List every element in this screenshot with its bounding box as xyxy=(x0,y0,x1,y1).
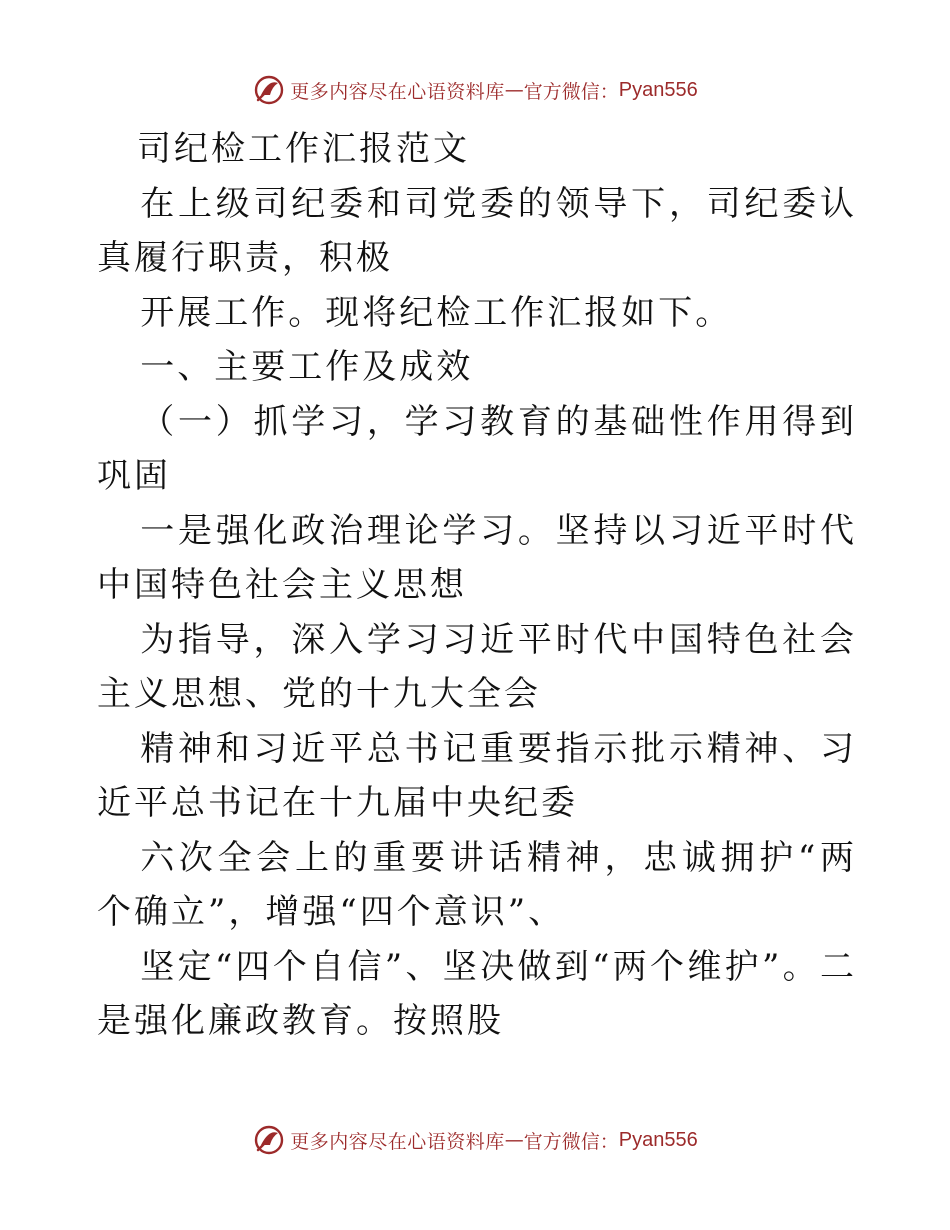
subsection-heading: （一）抓学习，学习教育的基础性作用得到巩固 xyxy=(97,401,857,496)
banner-promo-text: 更多内容尽在心语资料库 xyxy=(290,80,505,103)
banner-wechat-id: Pyan556 xyxy=(618,1128,698,1151)
section-heading: 一、主要工作及成效 xyxy=(140,347,474,387)
paragraph: 六次全会上的重要讲话精神，忠诚拥护“两个确立”，增强“四个意识”、 xyxy=(97,837,857,932)
banner-wechat-id: Pyan556 xyxy=(618,78,698,101)
banner-separator: — xyxy=(504,1129,524,1151)
banner-separator: — xyxy=(504,79,524,101)
brand-logo-icon xyxy=(252,1123,286,1157)
paragraph: 坚定“四个自信”、坚决做到“两个维护”。二是强化廉政教育。按照股 xyxy=(97,946,857,1041)
footer-watermark-banner xyxy=(0,1120,950,1160)
paragraph: 开展工作。现将纪检工作汇报如下。 xyxy=(140,292,733,333)
banner-promo-text: 更多内容尽在心语资料库 xyxy=(290,1130,505,1153)
paragraph: 在上级司纪委和司党委的领导下，司纪委认真履行职责，积极 xyxy=(97,183,857,278)
header-watermark-banner xyxy=(0,70,950,110)
banner-wechat-label: 官方微信： xyxy=(523,80,619,103)
paragraph: 一是强化政治理论学习。坚持以习近平时代中国特色社会主义思想 xyxy=(97,510,857,605)
document-body xyxy=(97,122,857,1049)
paragraph: 为指导，深入学习习近平时代中国特色社会主义思想、党的十九大全会 xyxy=(97,619,857,714)
banner-wechat-label: 官方微信： xyxy=(523,1130,619,1153)
brand-logo-icon xyxy=(252,73,286,107)
document-title: 司纪检工作汇报范文 xyxy=(137,129,470,169)
paragraph: 精神和习近平总书记重要指示批示精神、习近平总书记在十九届中央纪委 xyxy=(97,728,857,823)
